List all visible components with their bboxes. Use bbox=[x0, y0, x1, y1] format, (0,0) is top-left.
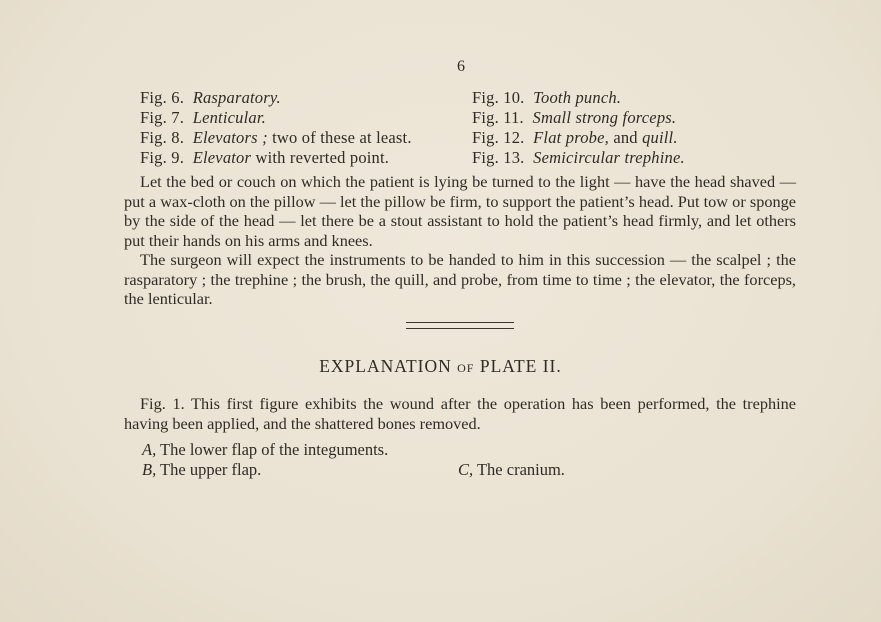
figure-list-left bbox=[140, 88, 412, 168]
legend-item bbox=[458, 460, 565, 480]
figure-number: Fig. 7. bbox=[140, 108, 185, 127]
figure-number: Fig. 8. bbox=[140, 128, 185, 147]
figure-name: Elevators ; bbox=[192, 128, 268, 147]
figure-item bbox=[472, 88, 685, 108]
figure-item bbox=[140, 88, 412, 108]
paragraph: Fig. 1. This first figure exhibits the wound after the operation has been performed, the trephine having been applied, and the shattered bones removed. bbox=[124, 394, 796, 433]
figure-name: Rasparatory. bbox=[192, 88, 281, 107]
figure-list-right bbox=[472, 88, 685, 168]
legend-text: The upper flap. bbox=[156, 460, 262, 479]
figure-item bbox=[140, 108, 412, 128]
legend-text: The lower flap of the integuments. bbox=[156, 440, 389, 459]
figure-number: Fig. 9. bbox=[140, 148, 185, 167]
figure-number: Fig. 10. bbox=[472, 88, 525, 107]
plate-explanation bbox=[124, 394, 796, 433]
figure-item bbox=[140, 128, 412, 148]
paragraph: The surgeon will expect the instruments to be handed to him in this succession — the scalpel ; the rasparatory ; the trephine ; the brush, the quill, and probe, from time to time ; the elevator, the forceps, the lenticular. bbox=[124, 250, 796, 308]
legend-item bbox=[142, 460, 388, 480]
figure-item bbox=[140, 148, 412, 168]
figure-name: Semicircular trephine. bbox=[533, 148, 685, 167]
figure-item bbox=[472, 108, 685, 128]
legend-letter: A, bbox=[142, 440, 157, 459]
figure-name: Tooth punch. bbox=[533, 88, 622, 107]
figure-name-2: quill. bbox=[642, 128, 678, 147]
heading-word: OF bbox=[457, 361, 475, 375]
figure-name: Small strong forceps. bbox=[532, 108, 677, 127]
legend-letter: C, bbox=[458, 460, 474, 479]
legend-list-right bbox=[458, 460, 565, 480]
heading-word: PLATE II. bbox=[479, 356, 562, 376]
legend-item bbox=[142, 440, 388, 460]
figure-number: Fig. 13. bbox=[472, 148, 525, 167]
figure-extra: two of these at least. bbox=[267, 128, 412, 147]
figure-extra: with reverted point. bbox=[251, 148, 390, 167]
figure-item bbox=[472, 148, 685, 168]
figure-name: Lenticular. bbox=[192, 108, 266, 127]
paragraph: Let the bed or couch on which the patient is lying be turned to the light — have the head shaved — put a wax-cloth on the pillow — let the pillow be firm, to support the patient’s head. Put tow or sponge by the side of the head — let there be a stout assistant to hold the patient’s head firmly, and let others put their hands on his arms and knees. bbox=[124, 172, 796, 250]
figure-item bbox=[472, 128, 685, 148]
legend-text: The cranium. bbox=[473, 460, 565, 479]
heading-word: EXPLANATION bbox=[319, 356, 452, 376]
section-divider bbox=[406, 322, 514, 329]
figure-extra: and bbox=[609, 128, 643, 147]
figure-name: Flat probe, bbox=[533, 128, 609, 147]
figure-number: Fig. 11. bbox=[472, 108, 524, 127]
figure-name: Elevator bbox=[192, 148, 252, 167]
legend-letter: B, bbox=[142, 460, 157, 479]
legend-list-left bbox=[142, 440, 388, 480]
figure-number: Fig. 6. bbox=[140, 88, 185, 107]
plate-heading bbox=[0, 356, 881, 377]
instructions-text bbox=[124, 172, 796, 309]
figure-number: Fig. 12. bbox=[472, 128, 525, 147]
page-number: 6 bbox=[457, 58, 465, 75]
